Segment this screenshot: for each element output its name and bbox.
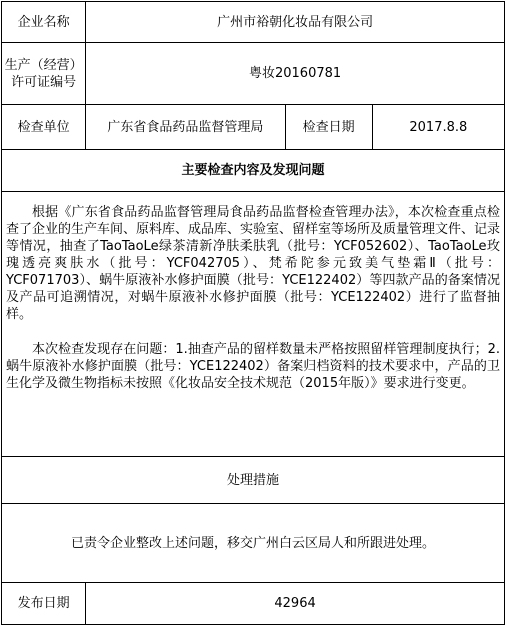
findings-heading: 主要检查内容及发现问题 xyxy=(2,150,505,192)
license-label-line1: 生产（经营） xyxy=(4,57,83,73)
inspection-unit-value: 广东省食品药品监督管理局 xyxy=(86,105,285,150)
measures-heading: 处理措施 xyxy=(2,457,505,504)
company-name-label: 企业名称 xyxy=(2,2,86,43)
inspection-date-value: 2017.8.8 xyxy=(372,105,504,150)
row-license xyxy=(2,43,505,105)
row-company xyxy=(2,2,505,43)
inspection-unit-label: 检查单位 xyxy=(2,105,86,150)
company-name-value: 广州市裕朝化妆品有限公司 xyxy=(86,2,505,43)
inspection-date-label: 检查日期 xyxy=(285,105,372,150)
row-findings-heading xyxy=(2,150,505,192)
row-findings-body xyxy=(2,192,505,457)
inspection-record-table xyxy=(1,1,505,625)
measures-text: 已责令企业整改上述问题，移交广州白云区局人和所跟进处理。 xyxy=(2,504,505,583)
findings-paragraph-2: 本次检查发现存在问题：1.抽查产品的留样数量未严格按照留样管理制度执行；2.蜗牛原液补水修护面膜（批号：YCE122402）备案归档资料的技术要求中，产品的卫生化学及微生物指标未按照《化妆品安全技术规范（2015年版）》要求进行变更。 xyxy=(6,342,500,391)
findings-body xyxy=(2,192,505,457)
license-label-line2: 许可证编号 xyxy=(11,74,77,90)
row-publish xyxy=(2,583,505,625)
license-number-value: 粤妆20160781 xyxy=(86,43,505,105)
row-measures-body xyxy=(2,504,505,583)
findings-paragraph-1: 根据《广东省食品药品监督管理局食品药品监督检查管理办法》，本次检查重点检查了企业的生产车间、原料库、成品库、实验室、留样室等场所及质量管理文件、记录等情况，抽查了TaoTaoLe绿茶清新净肤柔肤乳（批号：YCF052602）、TaoTaoLe玫瑰透亮爽肤水（批号：YCF042705）、梵希陀参元致美气垫霜Ⅱ（批号：YCF071703）、蜗牛原液补水修护面膜（批号：YCE122402）等四款产品的备案情况及产品可追溯情况，对蜗牛原液补水修护面膜（批号：YCE122402）进行了监督抽样。 xyxy=(6,205,501,322)
row-measures-heading xyxy=(2,457,505,504)
license-number-label xyxy=(2,43,86,105)
row-inspection xyxy=(2,105,505,150)
publish-date-label: 发布日期 xyxy=(2,583,86,625)
publish-date-value: 42964 xyxy=(86,583,505,625)
